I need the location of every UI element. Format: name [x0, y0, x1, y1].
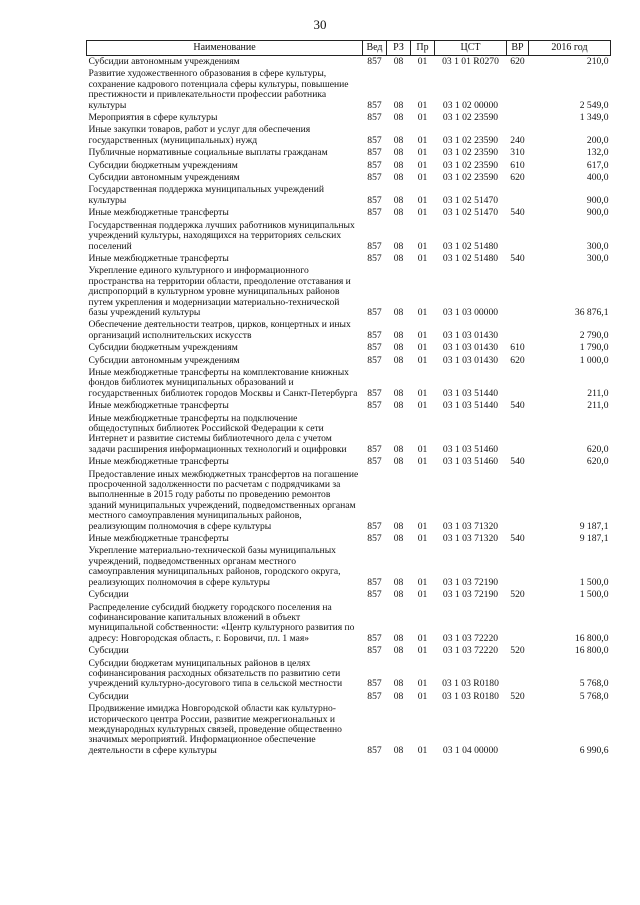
cell-vr — [507, 703, 529, 757]
cell-vr — [507, 220, 529, 253]
cell-amount: 211,0 — [587, 400, 609, 412]
cell-pr: 01 — [417, 456, 428, 468]
header-ved: Вед — [363, 41, 387, 56]
cell-vr: 520 — [510, 589, 525, 601]
cell-amount: 1 000,0 — [579, 354, 609, 366]
cell-vr — [507, 319, 529, 342]
budget-table — [86, 40, 611, 757]
cell-pr: 01 — [417, 678, 428, 690]
cell-name: Субсидии — [88, 690, 129, 702]
cell-ved: 857 — [367, 645, 382, 657]
header-rz: РЗ — [387, 41, 411, 56]
cell-vr — [507, 265, 529, 319]
cell-cst: 03 1 03 71320 — [442, 520, 499, 532]
cell-pr: 01 — [417, 329, 428, 341]
cell-amount: 200,0 — [586, 134, 609, 146]
cell-vr — [507, 367, 529, 400]
cell-ved: 857 — [367, 329, 382, 341]
cell-vr — [507, 68, 529, 112]
cell-pr: 01 — [417, 147, 428, 159]
cell-rz: 08 — [393, 194, 404, 206]
cell-vr: 310 — [510, 147, 525, 159]
cell-cst: 03 1 03 71320 — [442, 533, 499, 545]
table-row — [87, 658, 611, 691]
table-row — [87, 160, 611, 172]
cell-name: Публичные нормативные социальные выплаты гражданам — [88, 147, 328, 159]
cell-ved: 857 — [367, 690, 382, 702]
cell-cst: 03 1 03 51440 — [442, 400, 499, 412]
cell-ved: 857 — [367, 387, 382, 399]
cell-name: Предоставление иных межбюджетных трансфертов на погашение просроченной задолженности по расчетам с подрядчиками за выполненные в 2015 году работы по проведению ремонтов зданий муниципальных учреждений, подведомственных органам местного самоуправления муниципальных районов, реализующим полномочия в сфере культуры — [88, 468, 359, 532]
cell-amount: 2 549,0 — [579, 99, 609, 111]
cell-vr: 610 — [510, 159, 525, 171]
header-year: 2016 год — [529, 41, 611, 56]
table-row — [87, 533, 611, 545]
cell-rz: 08 — [393, 306, 404, 318]
cell-rz: 08 — [393, 207, 404, 219]
cell-ved: 857 — [367, 159, 382, 171]
table-row — [87, 253, 611, 265]
cell-pr: 01 — [417, 443, 428, 455]
cell-cst: 03 1 02 51470 — [442, 194, 499, 206]
cell-vr: 620 — [510, 172, 525, 184]
cell-amount: 16 800,0 — [574, 645, 609, 657]
table-row — [87, 207, 611, 219]
cell-rz: 08 — [393, 112, 404, 124]
cell-amount: 5 768,0 — [579, 690, 609, 702]
cell-vr: 540 — [510, 207, 525, 219]
cell-vr: 540 — [510, 252, 525, 264]
cell-amount: 620,0 — [586, 443, 609, 455]
cell-rz: 08 — [393, 147, 404, 159]
cell-ved: 857 — [367, 456, 382, 468]
header-pr: Пр — [411, 41, 435, 56]
cell-cst: 03 1 03 00000 — [442, 306, 499, 318]
cell-pr: 01 — [417, 172, 428, 184]
cell-name: Субсидии автономным учреждениям — [88, 172, 240, 184]
cell-pr: 01 — [417, 400, 428, 412]
cell-amount: 1 500,0 — [579, 589, 609, 601]
cell-name: Субсидии — [88, 589, 129, 601]
table-row — [87, 124, 611, 147]
cell-name: Обеспечение деятельности театров, цирков, концертных и иных организаций исполнительских искусств — [88, 319, 351, 341]
cell-rz: 08 — [393, 678, 404, 690]
cell-name: Развитие художественного образования в сфере культуры, сохранение кадрового потенциала сферы культуры, повышение престижности и привлекательности профессии работника культуры — [88, 68, 349, 111]
cell-ved: 857 — [367, 678, 382, 690]
table-header-row — [87, 41, 611, 56]
cell-rz: 08 — [393, 690, 404, 702]
cell-pr: 01 — [417, 207, 428, 219]
cell-amount: 900,0 — [586, 194, 609, 206]
cell-rz: 08 — [393, 533, 404, 545]
cell-pr: 01 — [417, 387, 428, 399]
cell-name: Укрепление единого культурного и информационного пространства на территории области, преодоление отставания и диспропорций в культурном уровне муниципальных районов путем укрепления и модернизации материально-технической базы учреждений культуры — [88, 265, 351, 318]
cell-pr: 01 — [417, 112, 428, 124]
cell-amount: 9 187,1 — [579, 520, 609, 532]
cell-pr: 01 — [417, 520, 428, 532]
table-row — [87, 400, 611, 412]
cell-pr: 01 — [417, 690, 428, 702]
cell-cst: 03 1 02 23590 — [442, 134, 499, 146]
cell-ved: 857 — [367, 400, 382, 412]
cell-vr — [507, 413, 529, 457]
cell-name: Иные межбюджетные трансферты — [88, 400, 229, 412]
cell-amount: 1 790,0 — [579, 342, 609, 354]
cell-cst: 03 1 03 51440 — [442, 387, 499, 399]
table-row — [87, 342, 611, 354]
cell-amount: 300,0 — [586, 240, 609, 252]
cell-pr: 01 — [417, 56, 428, 67]
cell-name: Мероприятия в сфере культуры — [88, 112, 218, 124]
cell-vr: 620 — [510, 56, 525, 67]
cell-rz: 08 — [393, 159, 404, 171]
cell-amount: 5 768,0 — [579, 678, 609, 690]
cell-amount: 9 187,1 — [579, 533, 609, 545]
cell-name: Субсидии бюджетным учреждениям — [88, 342, 238, 354]
cell-pr: 01 — [417, 533, 428, 545]
cell-rz: 08 — [393, 589, 404, 601]
table-row — [87, 147, 611, 159]
table-row — [87, 265, 611, 319]
cell-cst: 03 1 04 00000 — [442, 744, 499, 756]
cell-rz: 08 — [393, 456, 404, 468]
cell-amount: 2 790,0 — [579, 329, 609, 341]
cell-name: Иные межбюджетные трансферты на подключение общедоступных библиотек Российской Федерации к сети Интернет и развитие системы библиотечного дела с учетом задачи расширения информационных технологий и оцифровки — [88, 412, 347, 455]
cell-amount: 36 876,1 — [574, 306, 609, 318]
cell-rz: 08 — [393, 744, 404, 756]
table-row — [87, 68, 611, 112]
cell-vr: 540 — [510, 456, 525, 468]
cell-name: Иные межбюджетные трансферты — [88, 207, 229, 219]
cell-cst: 03 1 03 R0180 — [442, 678, 499, 690]
cell-pr: 01 — [417, 134, 428, 146]
table-row — [87, 413, 611, 457]
table-row — [87, 56, 611, 69]
cell-cst: 03 1 03 72190 — [442, 576, 499, 588]
cell-cst: 03 1 02 51470 — [442, 207, 499, 219]
cell-vr: 620 — [510, 354, 525, 366]
cell-vr — [507, 658, 529, 691]
table-row — [87, 691, 611, 703]
cell-ved: 857 — [367, 147, 382, 159]
cell-cst: 03 1 03 01430 — [442, 329, 499, 341]
cell-rz: 08 — [393, 387, 404, 399]
cell-cst: 03 1 03 72220 — [442, 632, 499, 644]
table-row — [87, 545, 611, 589]
cell-vr: 540 — [510, 400, 525, 412]
table-row — [87, 112, 611, 124]
cell-ved: 857 — [367, 134, 382, 146]
table-row — [87, 367, 611, 400]
table-row — [87, 645, 611, 657]
cell-name: Иные закупки товаров, работ и услуг для обеспечения государственных (муниципальных) нужд — [88, 124, 311, 146]
cell-cst: 03 1 02 23590 — [442, 172, 499, 184]
cell-name: Укрепление материально-технической базы муниципальных учреждений, подведомственных органам местного самоуправления муниципальных районов, городского округа, реализующих полномочия в сфере культуры — [88, 545, 341, 588]
cell-cst: 03 1 03 51460 — [442, 456, 499, 468]
cell-pr: 01 — [417, 354, 428, 366]
cell-ved: 857 — [367, 342, 382, 354]
table-row — [87, 469, 611, 533]
cell-vr: 540 — [510, 533, 525, 545]
table-row — [87, 355, 611, 367]
cell-pr: 01 — [417, 306, 428, 318]
cell-amount: 620,0 — [586, 456, 609, 468]
cell-rz: 08 — [393, 400, 404, 412]
cell-rz: 08 — [393, 252, 404, 264]
cell-vr — [507, 184, 529, 207]
cell-name: Государственная поддержка муниципальных учреждений культуры — [88, 184, 324, 206]
cell-pr: 01 — [417, 576, 428, 588]
cell-vr: 520 — [510, 690, 525, 702]
cell-ved: 857 — [367, 520, 382, 532]
table-row — [87, 602, 611, 646]
cell-pr: 01 — [417, 744, 428, 756]
cell-vr: 610 — [510, 342, 525, 354]
cell-amount: 400,0 — [586, 172, 609, 184]
cell-ved: 857 — [367, 99, 382, 111]
cell-name: Субсидии бюджетным учреждениям — [88, 159, 238, 171]
header-name: Наименование — [87, 41, 363, 56]
table-row — [87, 172, 611, 184]
cell-ved: 857 — [367, 533, 382, 545]
cell-name: Иные межбюджетные трансферты на комплектование книжных фондов библиотек муниципальных образований и государственных библиотек городов Москвы и Санкт-Петербурга — [88, 366, 358, 399]
cell-name: Субсидии автономным учреждениям — [88, 354, 240, 366]
cell-rz: 08 — [393, 342, 404, 354]
cell-cst: 03 1 02 23590 — [442, 147, 499, 159]
header-vr: ВР — [507, 41, 529, 56]
cell-cst: 03 1 03 72190 — [442, 589, 499, 601]
cell-amount: 16 800,0 — [574, 632, 609, 644]
cell-rz: 08 — [393, 645, 404, 657]
cell-name: Продвижение имиджа Новгородской области как культурно-исторического центра России, развитие межрегиональных и международных культурных связей, проведение общественно значимых мероприятий. Информационное обеспечение деятельности в сфере культуры — [88, 703, 342, 756]
cell-amount: 1 500,0 — [579, 576, 609, 588]
cell-name: Субсидии автономным учреждениям — [88, 56, 240, 67]
cell-name: Иные межбюджетные трансферты — [88, 456, 229, 468]
cell-ved: 857 — [367, 443, 382, 455]
cell-cst: 03 1 02 23590 — [442, 112, 499, 124]
cell-ved: 857 — [367, 207, 382, 219]
cell-cst: 03 1 02 23590 — [442, 159, 499, 171]
cell-rz: 08 — [393, 134, 404, 146]
cell-amount: 300,0 — [586, 252, 609, 264]
cell-cst: 03 1 02 51480 — [442, 240, 499, 252]
cell-rz: 08 — [393, 576, 404, 588]
cell-vr — [507, 469, 529, 533]
cell-name: Иные межбюджетные трансферты — [88, 533, 229, 545]
cell-ved: 857 — [367, 632, 382, 644]
cell-rz: 08 — [393, 329, 404, 341]
cell-pr: 01 — [417, 645, 428, 657]
cell-pr: 01 — [417, 342, 428, 354]
cell-vr — [507, 602, 529, 646]
cell-pr: 01 — [417, 99, 428, 111]
cell-ved: 857 — [367, 194, 382, 206]
cell-rz: 08 — [393, 632, 404, 644]
cell-cst: 03 1 02 51480 — [442, 252, 499, 264]
cell-name: Субсидии бюджетам муниципальных районов в целях софинансирования расходных обязательств по развитию сети учреждений культурно-досугового типа в сельской местности — [88, 657, 343, 690]
cell-cst: 03 1 03 01430 — [442, 342, 499, 354]
cell-amount: 617,0 — [586, 159, 609, 171]
cell-cst: 03 1 02 00000 — [442, 99, 499, 111]
cell-vr — [507, 112, 529, 124]
cell-ved: 857 — [367, 576, 382, 588]
cell-ved: 857 — [367, 589, 382, 601]
cell-amount: 210,0 — [586, 56, 609, 67]
cell-cst: 03 1 03 R0180 — [442, 690, 499, 702]
cell-pr: 01 — [417, 589, 428, 601]
page-number: 30 — [313, 17, 327, 32]
cell-vr: 240 — [510, 134, 525, 146]
cell-ved: 857 — [367, 240, 382, 252]
cell-ved: 857 — [367, 744, 382, 756]
cell-vr — [507, 545, 529, 589]
cell-cst: 03 1 01 R0270 — [442, 56, 499, 67]
cell-name: Государственная поддержка лучших работников муниципальных учреждений культуры, находящихся на территориях сельских поселений — [88, 219, 355, 252]
table-row — [87, 319, 611, 342]
cell-ved: 857 — [367, 172, 382, 184]
cell-amount: 132,0 — [586, 147, 609, 159]
cell-name: Иные межбюджетные трансферты — [88, 252, 229, 264]
cell-rz: 08 — [393, 172, 404, 184]
cell-pr: 01 — [417, 194, 428, 206]
cell-amount: 211,0 — [587, 387, 609, 399]
cell-rz: 08 — [393, 520, 404, 532]
cell-cst: 03 1 03 72220 — [442, 645, 499, 657]
cell-name: Распределение субсидий бюджету городского поселения на софинансирование капитальных вложений в объект муниципальной собственности: «Центр культурного развития по адресу: Новгородская область, г. Боровичи, пл. 1 мая» — [88, 601, 355, 644]
cell-cst: 03 1 03 01430 — [442, 354, 499, 366]
cell-amount: 900,0 — [586, 207, 609, 219]
cell-ved: 857 — [367, 56, 382, 67]
table-row — [87, 184, 611, 207]
table-row — [87, 703, 611, 757]
cell-rz: 08 — [393, 56, 404, 67]
cell-pr: 01 — [417, 252, 428, 264]
cell-pr: 01 — [417, 159, 428, 171]
cell-cst: 03 1 03 51460 — [442, 443, 499, 455]
table-row — [87, 589, 611, 601]
cell-vr: 520 — [510, 645, 525, 657]
cell-ved: 857 — [367, 252, 382, 264]
cell-amount: 6 990,6 — [579, 744, 609, 756]
cell-rz: 08 — [393, 443, 404, 455]
cell-rz: 08 — [393, 99, 404, 111]
cell-rz: 08 — [393, 240, 404, 252]
cell-pr: 01 — [417, 240, 428, 252]
table-row — [87, 220, 611, 253]
cell-ved: 857 — [367, 306, 382, 318]
cell-pr: 01 — [417, 632, 428, 644]
table-row — [87, 456, 611, 468]
cell-name: Субсидии — [88, 645, 129, 657]
cell-rz: 08 — [393, 354, 404, 366]
cell-amount: 1 349,0 — [579, 112, 609, 124]
header-cst: ЦСТ — [435, 41, 507, 56]
cell-ved: 857 — [367, 354, 382, 366]
cell-ved: 857 — [367, 112, 382, 124]
